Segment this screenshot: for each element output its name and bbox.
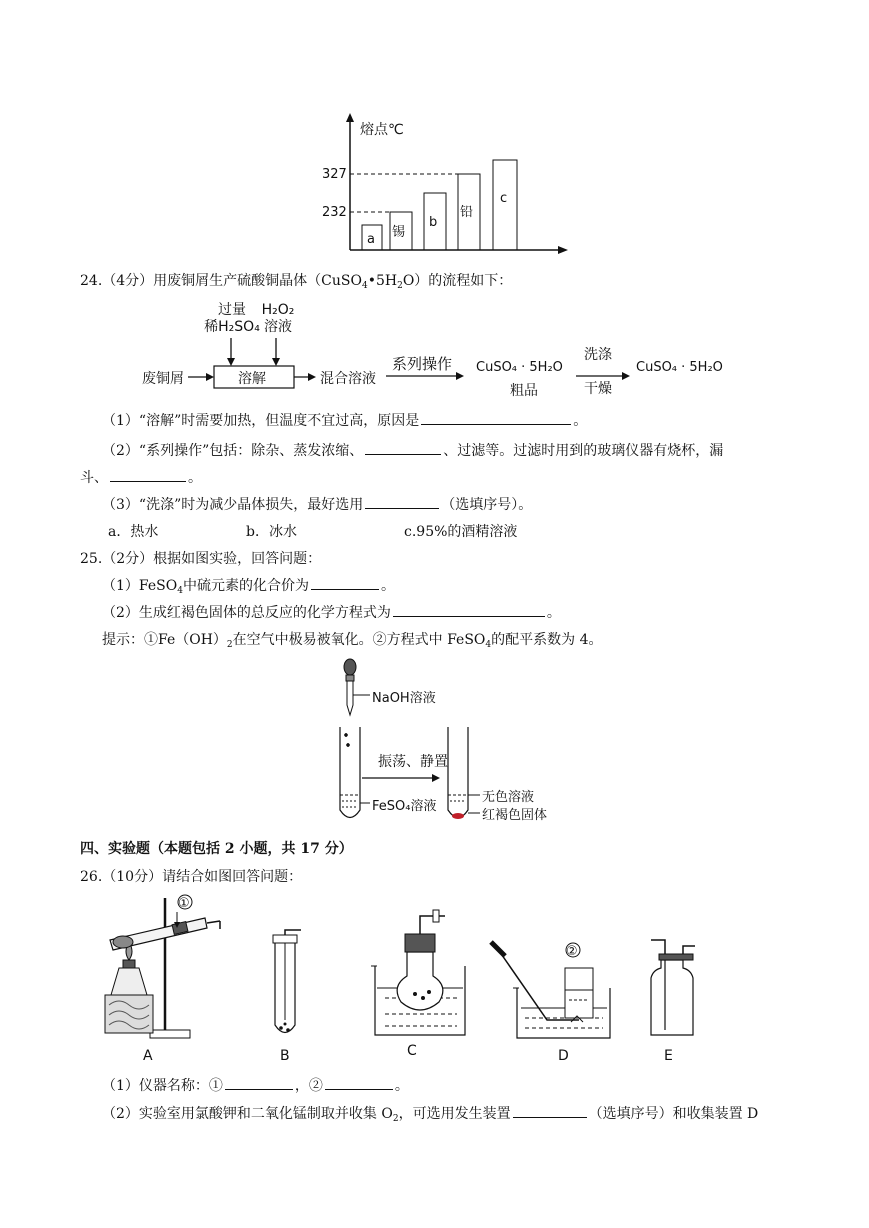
flow-reagent2-line2: 溶液 bbox=[264, 319, 292, 335]
label-shake-settle: 振荡、静置 bbox=[378, 754, 448, 770]
svg-text:锡: 锡 bbox=[392, 225, 406, 240]
q24-option-b: b．冰水 bbox=[246, 524, 297, 540]
q24-p1: （1）“溶解”时需要加热，但温度不宜过高，原因是 。 bbox=[102, 410, 587, 430]
q24-option-a: a．热水 bbox=[108, 524, 159, 540]
svg-text:c: c bbox=[500, 191, 508, 206]
apparatus-d bbox=[491, 942, 610, 1038]
apparatus-b bbox=[273, 930, 301, 1033]
chart-bar-lead bbox=[458, 174, 480, 250]
q24-p2-cont: 斗、 。 bbox=[80, 467, 202, 487]
flow-reagent1-line1: 过量 bbox=[218, 302, 246, 318]
q26-title: 26.（10分）请结合如图回答问题： bbox=[80, 869, 303, 885]
flow-crude-formula: CuSO₄ · 5H₂O bbox=[476, 360, 563, 375]
q26-apparatus-figure bbox=[95, 890, 715, 1065]
flow-op2-line1: 洗涤 bbox=[584, 347, 612, 363]
chart-bar-a bbox=[362, 225, 382, 250]
q25-p2: （2）生成红褐色固体的总反应的化学方程式为 。 bbox=[102, 602, 561, 622]
section4-title: 四、实验题（本题包括 2 小题，共 17 分） bbox=[80, 841, 353, 857]
mark-1: ① bbox=[178, 896, 190, 911]
flow-op1: 系列操作 bbox=[392, 355, 453, 373]
flow-box-dissolve: 溶解 bbox=[238, 371, 266, 387]
label-a: A bbox=[143, 1048, 153, 1064]
flow-crude-label: 粗品 bbox=[510, 383, 538, 399]
label-b: B bbox=[280, 1048, 290, 1064]
label-naoh: NaOH溶液 bbox=[372, 691, 436, 706]
chart-bar-c bbox=[493, 160, 517, 250]
q24-title: 24.（4分）用废铜屑生产硫酸铜晶体$(CuSO_4•5H_2O)$的流程如下： bbox=[80, 273, 513, 291]
svg-text:a: a bbox=[367, 232, 375, 247]
q24-flow-diagram bbox=[130, 298, 750, 398]
apparatus-e bbox=[651, 940, 695, 1035]
q25-title: 25.（2分）根据如图实验，回答问题： bbox=[80, 551, 322, 567]
flow-reagent2-line1: H₂O₂ bbox=[261, 302, 295, 318]
q24-p3: （3）“洗涤”时为减少晶体损失，最好选用 （选填序号）。 bbox=[102, 494, 532, 514]
apparatus-a bbox=[105, 898, 220, 1038]
svg-text:铅: 铅 bbox=[460, 205, 474, 220]
chart-ref-327: 327 bbox=[322, 167, 347, 182]
q26-p1: （1）仪器名称：① ，② 。 bbox=[102, 1075, 409, 1095]
q25-hint: 提示：$①Fe(OH)_2$在空气中极易被氧化。②方程式中 FeSO$_4$的配平系数为 4。 bbox=[102, 632, 603, 650]
label-c: C bbox=[407, 1043, 417, 1059]
flow-mixed-solution: 混合溶液 bbox=[320, 371, 376, 387]
mark-2: ② bbox=[566, 944, 578, 959]
flow-start: 废铜屑 bbox=[142, 371, 184, 387]
flow-op2-line2: 干燥 bbox=[584, 381, 612, 397]
flow-reagent1-line2: 稀H₂SO₄ bbox=[204, 319, 260, 335]
q26-p2: （2）实验室用氯酸钾和二氧化锰制取并收集 $O_2$，可选用发生装置 （选填序号）和收集装置 D bbox=[102, 1103, 758, 1124]
chart-ylabel: 熔点℃ bbox=[360, 122, 404, 138]
chart-ref-232: 232 bbox=[322, 205, 347, 220]
q24-option-c: c.95%的酒精溶液 bbox=[404, 524, 518, 540]
label-e: E bbox=[664, 1048, 673, 1064]
label-d: D bbox=[558, 1048, 569, 1064]
q24-p2: （2）“系列操作”包括：除杂、蒸发浓缩、 、过滤等。过滤时用到的玻璃仪器有烧杯，漏 bbox=[102, 440, 723, 460]
label-feso4: FeSO₄溶液 bbox=[372, 799, 437, 814]
flow-product: CuSO₄ · 5H₂O bbox=[636, 360, 723, 375]
label-colorless-solution: 无色溶液 bbox=[482, 790, 535, 805]
chart-bar-tin bbox=[390, 212, 412, 250]
q25-p1: （1）FeSO$_4$中硫元素的化合价为 。 bbox=[102, 575, 395, 596]
chart-bar-b bbox=[424, 193, 446, 250]
melting-point-chart bbox=[322, 110, 575, 260]
svg-text:b: b bbox=[429, 215, 438, 230]
q25-experiment-figure bbox=[330, 655, 570, 825]
apparatus-c bbox=[371, 910, 465, 1035]
label-red-brown-solid: 红褐色固体 bbox=[482, 808, 548, 823]
